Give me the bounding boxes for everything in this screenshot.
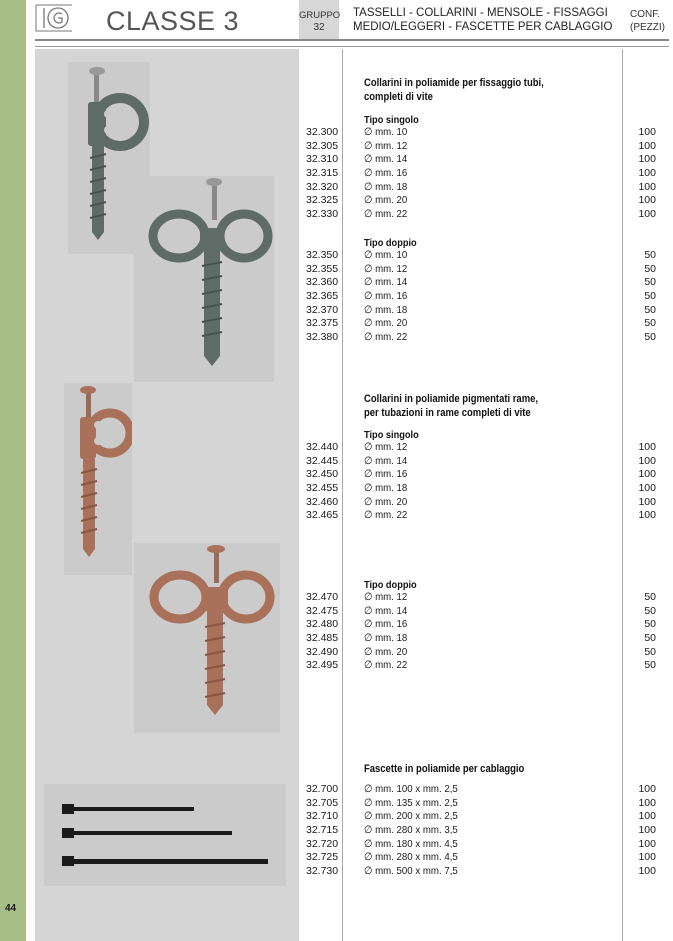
product-code: 32.455	[306, 481, 339, 494]
product-description: ∅ mm. 10	[364, 126, 408, 138]
product-code: 32.355	[306, 262, 339, 275]
packaging-label: CONF.	[630, 9, 660, 20]
group-label: GRUPPO	[299, 10, 341, 21]
product-code: 32.715	[306, 823, 339, 836]
product-code: 32.330	[306, 207, 339, 220]
product-code: 32.490	[306, 645, 339, 658]
product-row	[300, 317, 656, 331]
pack-quantity: 50	[644, 631, 656, 644]
product-code: 32.480	[306, 618, 339, 631]
company-logo	[35, 4, 73, 32]
product-code: 32.450	[306, 468, 339, 481]
pack-quantity: 100	[638, 126, 656, 138]
pack-quantity: 100	[638, 851, 656, 864]
product-description: ∅ mm. 200 x mm. 2,5	[364, 810, 458, 823]
product-code: 32.495	[306, 659, 339, 672]
product-row	[300, 290, 656, 304]
subsection-title: Tipo doppio	[364, 237, 417, 249]
product-row	[300, 797, 656, 811]
subsection-title: Tipo doppio	[364, 579, 417, 591]
section-title: Fascette in poliamide per cablaggio	[364, 763, 525, 775]
product-code: 32.700	[306, 783, 339, 795]
pack-quantity: 100	[638, 139, 656, 152]
product-row	[300, 824, 656, 838]
product-description: ∅ mm. 18	[364, 481, 408, 494]
copper-double-clip-image	[134, 543, 280, 733]
category-title-line1: TASSELLI - COLLARINI - MENSOLE - FISSAGGI	[353, 7, 608, 19]
product-description: ∅ mm. 280 x mm. 3,5	[364, 823, 458, 836]
product-code: 32.315	[306, 166, 339, 179]
product-description: ∅ mm. 14	[364, 276, 408, 289]
product-code: 32.720	[306, 837, 339, 850]
product-row	[300, 865, 656, 879]
group-box	[299, 0, 339, 39]
product-description: ∅ mm. 20	[364, 495, 408, 508]
product-description: ∅ mm. 22	[364, 509, 408, 522]
product-description: ∅ mm. 280 x mm. 4,5	[364, 851, 458, 864]
product-row	[300, 646, 656, 660]
product-description: ∅ mm. 135 x mm. 2,5	[364, 796, 458, 809]
product-code: 32.475	[306, 604, 339, 617]
product-row	[300, 441, 656, 455]
product-row	[300, 140, 656, 154]
grey-double-clip-image	[134, 176, 274, 382]
product-code: 32.470	[306, 591, 339, 603]
product-description: ∅ mm. 22	[364, 659, 408, 672]
product-row	[300, 167, 656, 181]
product-row	[300, 482, 656, 496]
product-code: 32.705	[306, 796, 339, 809]
pack-quantity: 50	[644, 317, 656, 330]
product-row	[300, 591, 656, 605]
pack-quantity: 50	[644, 249, 656, 261]
product-description: ∅ mm. 12	[364, 591, 408, 603]
product-description: ∅ mm. 16	[364, 468, 408, 481]
product-row	[300, 810, 656, 824]
product-code: 32.320	[306, 180, 339, 193]
pack-quantity: 100	[638, 153, 656, 166]
product-code: 32.440	[306, 441, 339, 453]
pack-quantity: 50	[644, 262, 656, 275]
product-row	[300, 468, 656, 482]
left-color-band	[0, 0, 26, 941]
category-title-line2: MEDIO/LEGGERI - FASCETTE PER CABLAGGIO	[353, 21, 613, 33]
product-description: ∅ mm. 12	[364, 139, 408, 152]
product-row	[300, 304, 656, 318]
product-description: ∅ mm. 12	[364, 262, 408, 275]
pack-quantity: 100	[638, 864, 656, 877]
product-code: 32.380	[306, 330, 339, 343]
header-rule-top	[35, 39, 669, 41]
product-row	[300, 455, 656, 469]
product-code: 32.350	[306, 249, 339, 261]
section-title: Collarini in poliamide per fissaggio tubi, completi di vite	[364, 77, 544, 103]
header-rule-bottom	[35, 46, 669, 47]
packaging-header	[630, 8, 665, 34]
product-row	[300, 496, 656, 510]
cable-ties-image	[44, 784, 286, 886]
product-row	[300, 783, 656, 797]
product-description: ∅ mm. 16	[364, 618, 408, 631]
pack-quantity: 100	[638, 823, 656, 836]
pack-quantity: 50	[644, 289, 656, 302]
pack-quantity: 50	[644, 276, 656, 289]
product-description: ∅ mm. 16	[364, 166, 408, 179]
pack-quantity: 100	[638, 194, 656, 207]
product-row	[300, 509, 656, 523]
product-code: 32.375	[306, 317, 339, 330]
pack-quantity: 50	[644, 591, 656, 603]
product-row	[300, 605, 656, 619]
product-code: 32.730	[306, 864, 339, 877]
pack-quantity: 100	[638, 481, 656, 494]
product-description: ∅ mm. 500 x mm. 7,5	[364, 864, 458, 877]
pack-quantity: 50	[644, 659, 656, 672]
pack-quantity: 100	[638, 207, 656, 220]
product-code: 32.310	[306, 153, 339, 166]
product-description: ∅ mm. 22	[364, 207, 408, 220]
product-row	[300, 632, 656, 646]
subsection-title: Tipo singolo	[364, 429, 419, 441]
product-row	[300, 208, 656, 222]
product-code: 32.300	[306, 126, 339, 138]
product-code: 32.725	[306, 851, 339, 864]
product-description: ∅ mm. 100 x mm. 2,5	[364, 783, 458, 795]
subsection-title: Tipo singolo	[364, 114, 419, 126]
product-code: 32.465	[306, 509, 339, 522]
product-row	[300, 249, 656, 263]
product-description: ∅ mm. 18	[364, 631, 408, 644]
product-code: 32.485	[306, 631, 339, 644]
pack-quantity: 100	[638, 783, 656, 795]
product-description: ∅ mm. 14	[364, 454, 408, 467]
product-row	[300, 618, 656, 632]
product-description: ∅ mm. 14	[364, 604, 408, 617]
copper-single-clip-image	[64, 383, 132, 575]
product-row	[300, 194, 656, 208]
pack-quantity: 100	[638, 454, 656, 467]
product-description: ∅ mm. 18	[364, 180, 408, 193]
category-title	[353, 6, 612, 34]
product-row	[300, 181, 656, 195]
product-row	[300, 263, 656, 277]
class-heading: CLASSE 3	[106, 6, 240, 36]
group-number: 32	[313, 22, 325, 33]
pack-quantity: 100	[638, 837, 656, 850]
product-code: 32.710	[306, 810, 339, 823]
pack-quantity: 100	[638, 166, 656, 179]
product-description: ∅ mm. 20	[364, 317, 408, 330]
pack-quantity: 100	[638, 509, 656, 522]
product-row	[300, 153, 656, 167]
pack-quantity: 50	[644, 303, 656, 316]
pack-quantity: 50	[644, 645, 656, 658]
product-row	[300, 126, 656, 140]
product-row	[300, 331, 656, 345]
pack-quantity: 100	[638, 180, 656, 193]
pack-quantity: 50	[644, 618, 656, 631]
pack-quantity: 100	[638, 810, 656, 823]
pack-quantity: 100	[638, 441, 656, 453]
product-row	[300, 851, 656, 865]
page-number: 44	[5, 903, 17, 914]
product-code: 32.325	[306, 194, 339, 207]
pack-quantity: 100	[638, 495, 656, 508]
product-description: ∅ mm. 20	[364, 645, 408, 658]
product-code: 32.305	[306, 139, 339, 152]
product-code: 32.370	[306, 303, 339, 316]
product-row	[300, 276, 656, 290]
product-row	[300, 838, 656, 852]
product-description: ∅ mm. 22	[364, 330, 408, 343]
product-description: ∅ mm. 12	[364, 441, 408, 453]
product-code: 32.360	[306, 276, 339, 289]
section-title: Collarini in poliamide pigmentati rame, per tubazioni in rame completi di vite	[364, 393, 539, 419]
product-description: ∅ mm. 180 x mm. 4,5	[364, 837, 458, 850]
packaging-unit: (PEZZI)	[630, 22, 665, 33]
pack-quantity: 100	[638, 796, 656, 809]
product-description: ∅ mm. 16	[364, 289, 408, 302]
pack-quantity: 50	[644, 604, 656, 617]
product-description: ∅ mm. 10	[364, 249, 408, 261]
product-code: 32.365	[306, 289, 339, 302]
product-description: ∅ mm. 18	[364, 303, 408, 316]
product-description: ∅ mm. 20	[364, 194, 408, 207]
product-description: ∅ mm. 14	[364, 153, 408, 166]
product-code: 32.460	[306, 495, 339, 508]
pack-quantity: 100	[638, 468, 656, 481]
product-row	[300, 659, 656, 673]
pack-quantity: 50	[644, 330, 656, 343]
product-code: 32.445	[306, 454, 339, 467]
